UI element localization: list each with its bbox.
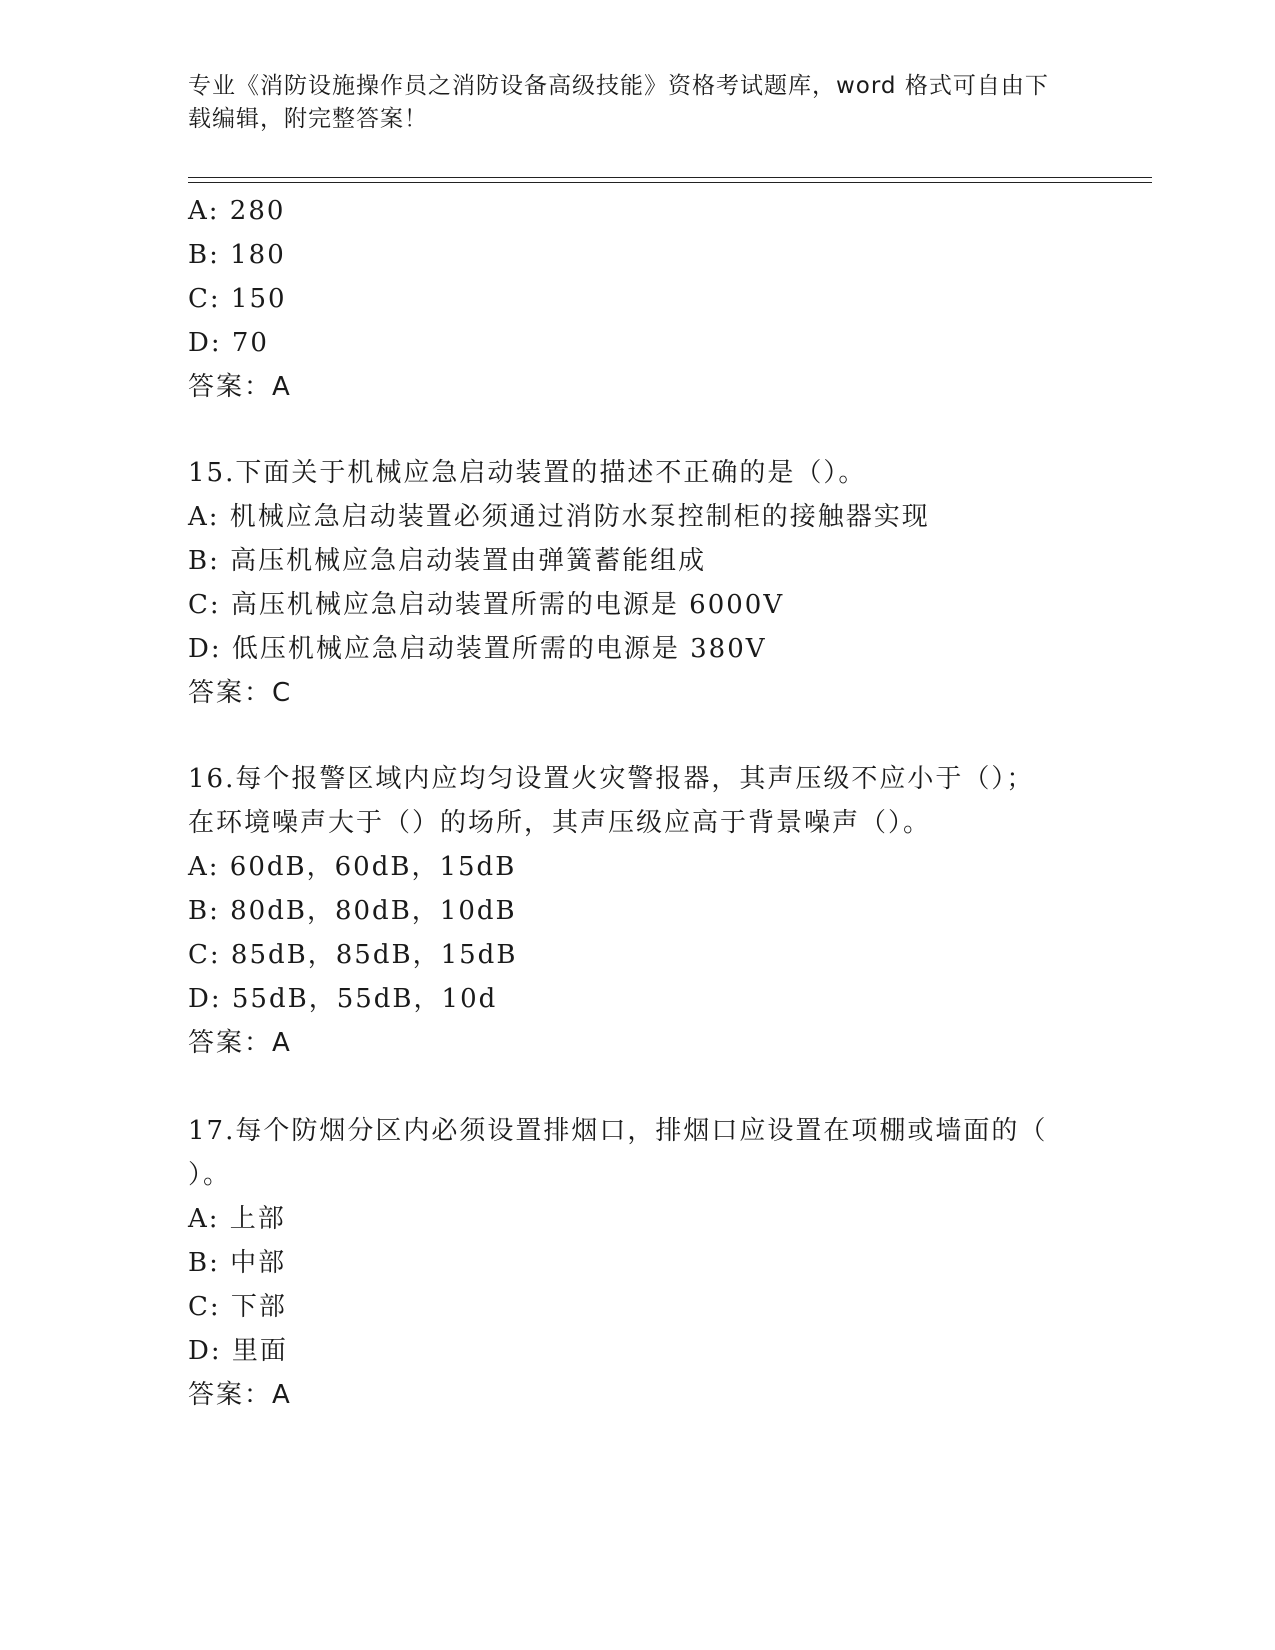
q15-option-c: C: 高压机械应急启动装置所需的电源是 6000V [188,590,785,620]
header-rule-bottom [188,182,1152,183]
q14-option-a: A: 280 [188,196,286,226]
q14-option-c: C: 150 [188,284,287,314]
q15-question: 15.下面关于机械应急启动装置的描述不正确的是（）。 [188,458,867,488]
q17-option-b: B: 中部 [188,1248,287,1278]
q14-option-b: B: 180 [188,240,286,270]
document-header [188,70,1088,136]
q17-option-d: D: 里面 [188,1336,288,1366]
q16-question-line-1: 16.每个报警区域内应均匀设置火灾警报器，其声压级不应小于（）； [188,764,1035,794]
q17-question-line-1: 17.每个防烟分区内必须设置排烟口，排烟口应设置在项棚或墙面的（ [188,1116,1048,1146]
header-line-1: 专业《消防设施操作员之消防设备高级技能》资格考试题库，word 格式可自由下 [188,73,1049,99]
q16-option-b: B: 80dB，80dB，10dB [188,896,517,926]
q16-question-line-2: 在环境噪声大于（）的场所，其声压级应高于背景噪声（）。 [188,808,932,838]
q17-option-a: A: 上部 [188,1204,286,1234]
header-rule-top [188,177,1152,178]
q17-answer: 答案：A [188,1380,292,1410]
q14-answer: 答案：A [188,372,292,402]
q15-option-b: B: 高压机械应急启动装置由弹簧蓄能组成 [188,546,707,576]
q16-option-c: C: 85dB，85dB，15dB [188,940,518,970]
q17-question-line-2: ）。 [188,1160,232,1190]
q15-option-d: D: 低压机械应急启动装置所需的电源是 380V [188,634,767,664]
q16-answer: 答案：A [188,1028,292,1058]
header-line-2: 载编辑，附完整答案！ [188,106,428,132]
q14-option-d: D: 70 [188,328,269,358]
q15-answer: 答案：C [188,678,293,708]
q15-option-a: A: 机械应急启动装置必须通过消防水泵控制柜的接触器实现 [188,502,930,532]
q16-option-d: D: 55dB，55dB，10d [188,984,498,1014]
q16-option-a: A: 60dB，60dB，15dB [188,852,517,882]
q17-option-c: C: 下部 [188,1292,287,1322]
